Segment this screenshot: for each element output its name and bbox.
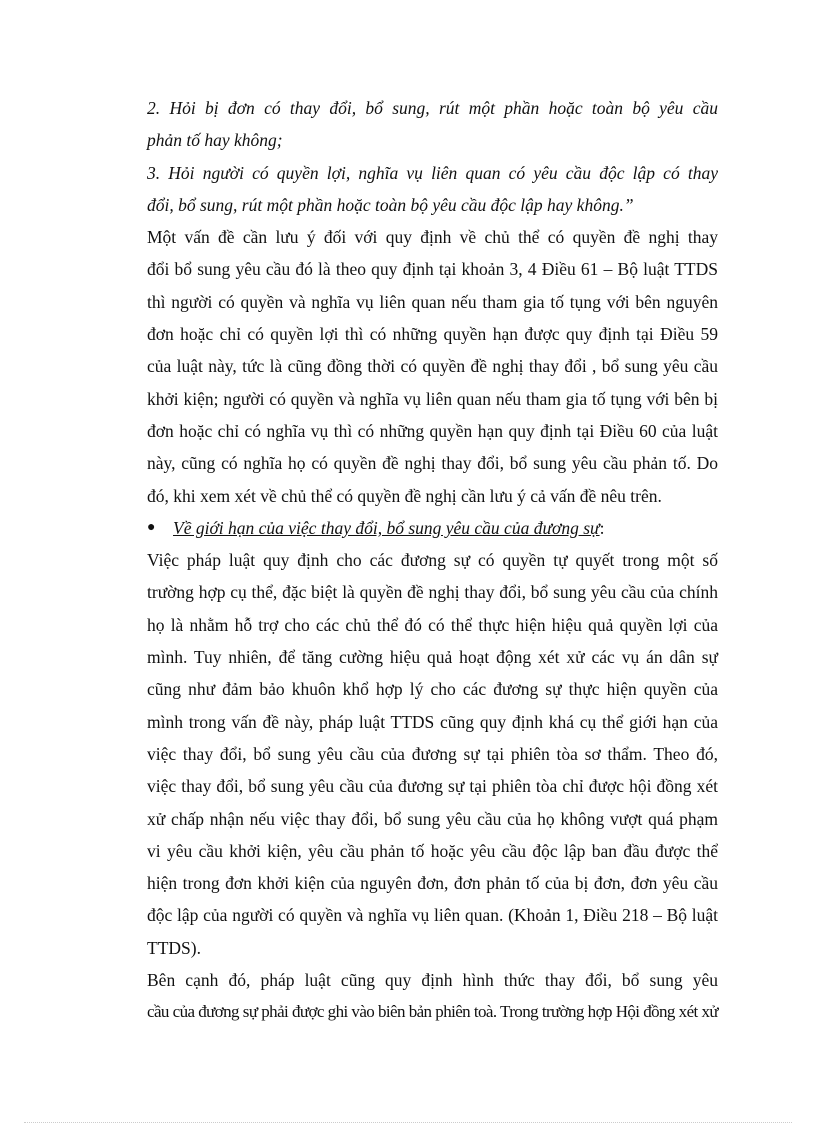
text-line: đổi bổ sung yêu cầu đó là theo quy định tại khoản 3, 4 Điều 61 – Bộ luật TTDS	[147, 259, 718, 280]
text-line: trường hợp cụ thể, đặc biệt là quyền đề nghị thay đổi, bổ sung yêu cầu của chính	[147, 582, 718, 603]
text-line: Việc pháp luật quy định cho các đương sự có quyền tự quyết trong một số	[147, 550, 718, 571]
text-line: độc lập của người có quyền và nghĩa vụ liên quan. (Khoản 1, Điều 218 – Bộ luật	[147, 905, 718, 926]
text-line: việc thay đổi, bổ sung yêu cầu của đương sự tại phiên tòa sơ thẩm. Theo đó,	[147, 743, 718, 764]
quote-line: 3. Hỏi người có quyền lợi, nghĩa vụ liên quan có yêu cầu độc lập có thay	[147, 162, 718, 183]
text-line: họ là nhằm hỗ trợ cho các chủ thể đó có thể thực hiện hiệu quả quyền lợi của	[147, 614, 718, 635]
quote-line: phản tố hay không;	[147, 130, 283, 151]
text-line: thì người có quyền và nghĩa vụ liên quan nếu tham gia tố tụng với bên nguyên	[147, 291, 718, 312]
paragraph-form	[147, 964, 718, 1029]
paragraph-subject	[147, 221, 718, 512]
text-line: của luật này, tức là cũng đồng thời có quyền đề nghị thay đổi , bổ sung yêu cầu	[147, 356, 718, 377]
text-line: việc thay đổi, bổ sung yêu cầu của đương sự tại phiên tòa chỉ được hội đồng xét	[147, 776, 718, 797]
text-line: hiện trong đơn khởi kiện của nguyên đơn, đơn phản tố của bị đơn, đơn yêu cầu	[147, 873, 718, 894]
paragraph-limits	[147, 544, 718, 964]
text-line: xử chấp nhận nếu việc thay đổi, bổ sung yêu cầu của họ không vượt quá phạm	[147, 808, 718, 829]
text-line: đơn hoặc chỉ có quyền lợi thì có những quyền hạn được quy định tại Điều 59	[147, 324, 718, 345]
text-line: Bên cạnh đó, pháp luật cũng quy định hình thức thay đổi, bổ sung yêu	[147, 970, 718, 991]
quote-line: đổi, bổ sung, rút một phần hoặc toàn bộ yêu cầu độc lập hay không.”	[147, 194, 634, 215]
heading-colon: :	[599, 517, 605, 538]
text-line: TTDS).	[147, 937, 201, 958]
text-line: khởi kiện; người có quyền và nghĩa vụ liên quan nếu tham gia tố tụng với bên bị	[147, 388, 718, 409]
text-line: này, cũng có nghĩa họ có quyền đề nghị thay đổi, bổ sung yêu cầu phản tố. Do	[147, 453, 718, 474]
text-line: mình trong vấn đề này, pháp luật TTDS cũng quy định khá cụ thể giới hạn của	[147, 711, 718, 732]
text-line: Một vấn đề cần lưu ý đối với quy định về chủ thể có quyền đề nghị thay	[147, 227, 718, 248]
text-line: cũng như đảm bảo khuôn khổ hợp lý cho các đương sự thực hiện quyền của	[147, 679, 718, 700]
section-heading	[147, 512, 718, 544]
document-page	[147, 92, 718, 1029]
text-line: mình. Tuy nhiên, để tăng cường hiệu quả hoạt động xét xử các vụ án dân sự	[147, 647, 718, 668]
bullet-icon: ●	[147, 519, 156, 535]
quoted-list	[147, 92, 718, 221]
text-line: vi yêu cầu khởi kiện, yêu cầu phản tố hoặc yêu cầu độc lập ban đầu được thể	[147, 840, 718, 861]
heading-text: Về giới hạn của việc thay đổi, bổ sung yêu cầu của đương sự	[173, 517, 600, 538]
text-line: đó, khi xem xét về chủ thể có quyền đề nghị cần lưu ý cả vấn đề nêu trên.	[147, 485, 662, 506]
text-line: đơn hoặc chỉ có nghĩa vụ thì có những quyền hạn quy định tại Điều 60 của luật	[147, 420, 718, 441]
quote-line: 2. Hỏi bị đơn có thay đổi, bổ sung, rút một phần hoặc toàn bộ yêu cầu	[147, 98, 718, 118]
text-line: cầu của đương sự phải được ghi vào biên bản phiên toà. Trong trường hợp Hội đồng xét xử	[147, 1002, 718, 1022]
